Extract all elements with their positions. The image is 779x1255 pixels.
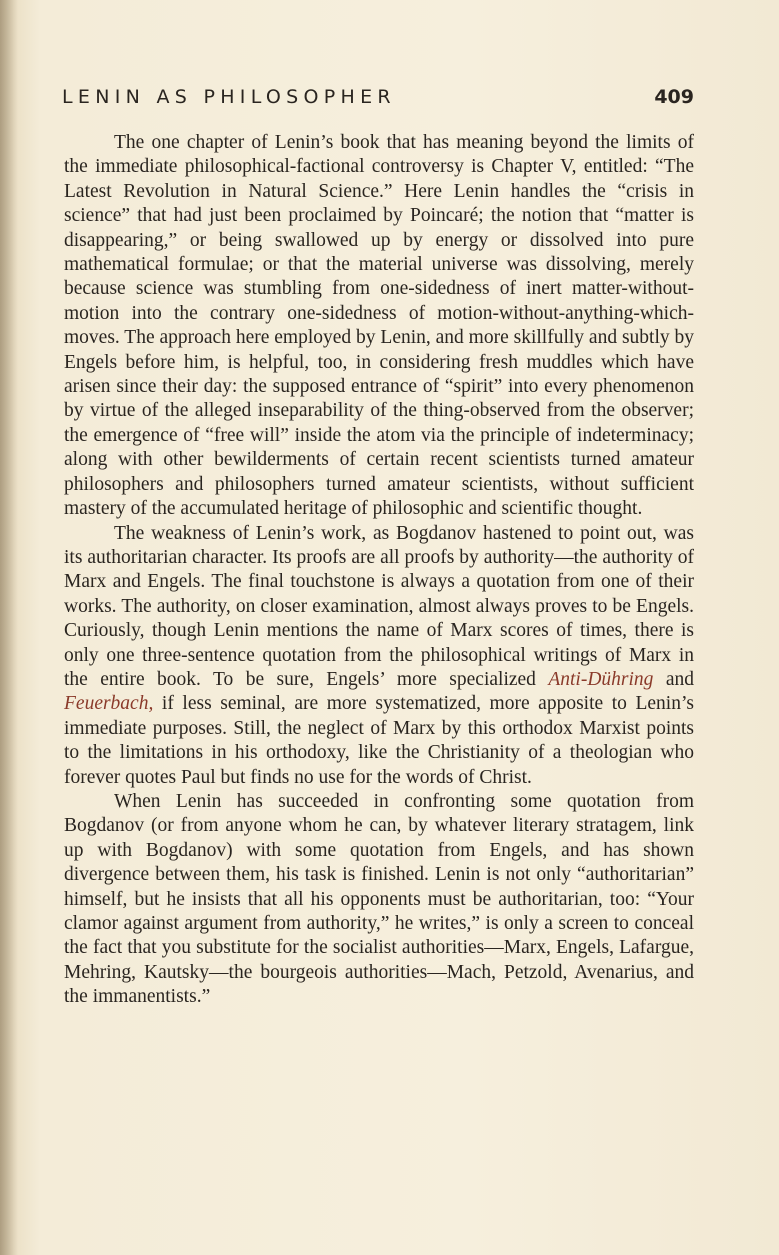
paragraph-text: and xyxy=(653,668,695,690)
paragraph-text: The one chapter of Lenin’s book that has meaning beyond the limits of the immediate philosophical-factional controversy is Chapter V, entitled: “The Latest Revolution in Natural Science.” Here Lenin handles the “crisis in science” that had just been proclaimed by Poincaré; the notion that “matter is disappearing,” or being swallowed up by energy or dissolved into pure mathematical formulae; or that the material universe was dissolving, merely because science was stumbling from one-sidedness of inert matter-without-motion into the contrary one-sidedness of motion-without-anything-which-moves. The approach here employed by Lenin, and more skillfully and subtly by Engels before him, is helpful, too, in considering fresh muddles which have arisen since their day: the supposed entrance of “spirit” into every phenomenon by virtue of the alleged inseparability of the thing-observed from the observer; the emergence of “free will” inside the atom via the principle of indeterminacy; along with other bewilderments of certain recent scientists turned amateur philosophers and philosophers turned amateur scientists, without sufficient mastery of the accumulated heritage of philosophic and scientific thought. xyxy=(64,132,694,520)
running-head xyxy=(62,86,694,116)
book-title-anti-duhring: Anti-Dühring xyxy=(548,668,654,690)
paragraph-2 xyxy=(64,522,694,790)
paragraph-text: if less seminal, are more systematized, more apposite to Lenin’s immediate purposes. Still, the neglect of Marx by this orthodox Marxist points to the limitations in his orthodoxy, like the Christianity of a theologian who forever quotes Paul but finds no use for the words of Christ. xyxy=(64,693,694,788)
running-head-title: LENIN AS PHILOSOPHER xyxy=(62,86,396,108)
book-title-feuerbach: Feuerbach, xyxy=(64,693,154,715)
page-number: 409 xyxy=(654,86,694,108)
paragraph-1 xyxy=(64,131,694,522)
spine-shadow xyxy=(0,0,18,1255)
paragraph-text: When Lenin has succeeded in confronting some quotation from Bogdanov (or from anyone whom he can, by whatever literary stratagem, link up with Bogdanov) with some quotation from Engels, and has shown divergence between them, his task is finished. Lenin is not only “authoritarian” himself, but he insists that all his opponents must be authoritarian, too: “Your clamor against argument from authority,” he writes,” is only a screen to conceal the fact that you substitute for the socialist authorities—Marx, Engels, Lafargue, Mehring, Kautsky—the bourgeois authorities—Mach, Petzold, Avenarius, and the immanentists.” xyxy=(64,790,694,1008)
paragraph-3 xyxy=(64,790,694,1010)
paragraph-text: The weakness of Lenin’s work, as Bogdanov hastened to point out, was its authoritarian character. Its proofs are all proofs by authority—the authority of Marx and Engels. The final touchstone is always a quotation from one of their works. The authority, on closer examination, almost always proves to be Engels. Curiously, though Lenin mentions the name of Marx scores of times, there is only one three-sentence quotation from the philosophical writings of Marx in the entire book. To be sure, Engels’ more specialized xyxy=(64,522,694,690)
body-text xyxy=(64,131,694,1010)
